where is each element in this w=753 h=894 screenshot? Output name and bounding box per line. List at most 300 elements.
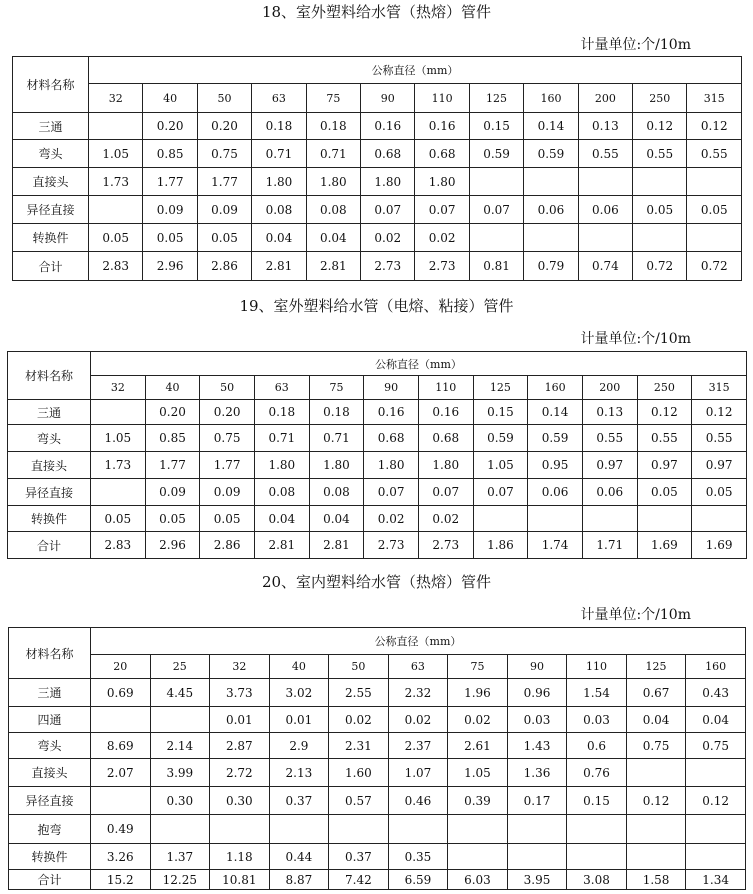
diameter-header: 63 [252,84,306,113]
value-cell: 0.18 [309,400,364,425]
value-cell: 0.20 [145,400,200,425]
value-cell [469,224,523,252]
fittings-table [8,627,746,890]
value-cell [686,844,746,870]
value-cell: 0.37 [329,844,389,870]
diameter-header: 250 [633,84,687,113]
table-row [9,759,746,787]
diameter-header: 25 [150,655,210,679]
diameter-header: 32 [91,376,146,400]
diameter-group-header: 公称直径（mm） [91,628,746,655]
value-cell: 2.81 [252,252,306,281]
table-row [9,707,746,733]
value-cell: 0.05 [200,506,255,532]
material-name-cell: 转换件 [13,224,89,252]
value-cell: 3.95 [507,870,567,890]
value-cell: 0.09 [143,196,197,224]
value-cell: 0.06 [582,479,637,506]
value-cell: 1.60 [329,759,389,787]
value-cell: 0.13 [578,113,632,140]
table-row [9,844,746,870]
value-cell: 0.71 [252,140,306,168]
material-name-cell: 直接头 [9,759,91,787]
value-cell: 6.59 [388,870,448,890]
value-cell: 0.6 [567,733,627,759]
diameter-header: 315 [687,84,742,113]
material-name-cell: 合计 [8,532,91,559]
value-cell: 0.06 [578,196,632,224]
value-cell: 0.03 [567,707,627,733]
value-cell: 0.08 [254,479,309,506]
material-name-cell: 转换件 [8,506,91,532]
diameter-header: 110 [415,84,469,113]
value-cell [626,759,686,787]
table-row [9,733,746,759]
material-name-cell: 异径直接 [9,787,91,815]
value-cell [567,844,627,870]
fittings-table [12,56,742,281]
material-name-cell: 三通 [8,400,91,425]
material-name-cell: 转换件 [9,844,91,870]
value-cell: 0.55 [633,140,687,168]
value-cell: 1.96 [448,679,508,707]
value-cell: 0.59 [473,425,528,452]
value-cell [448,815,508,844]
value-cell: 1.36 [507,759,567,787]
value-cell: 3.73 [210,679,270,707]
value-cell: 2.81 [306,252,360,281]
name-header: 材料名称 [9,628,91,679]
value-cell: 1.34 [686,870,746,890]
value-cell [626,815,686,844]
value-cell [507,815,567,844]
value-cell: 0.96 [507,679,567,707]
value-cell [686,759,746,787]
value-cell: 2.13 [269,759,329,787]
value-cell [633,224,687,252]
value-cell: 0.04 [252,224,306,252]
value-cell: 0.85 [143,140,197,168]
material-name-cell: 四通 [9,707,91,733]
material-name-cell: 抱弯 [9,815,91,844]
value-cell: 1.05 [448,759,508,787]
value-cell: 0.75 [200,425,255,452]
value-cell: 0.07 [361,196,415,224]
unit-label: 计量单位:个/10m [580,331,691,347]
value-cell: 0.02 [329,707,389,733]
value-cell: 1.80 [364,452,419,479]
value-cell: 2.14 [150,733,210,759]
value-cell: 0.02 [418,506,473,532]
value-cell: 0.05 [145,506,200,532]
table-row [9,679,746,707]
value-cell: 0.55 [692,425,747,452]
diameter-group-header: 公称直径（mm） [91,352,747,376]
value-cell: 2.73 [418,532,473,559]
value-cell [633,168,687,196]
value-cell: 0.55 [582,425,637,452]
value-cell: 0.72 [687,252,742,281]
value-cell: 0.07 [469,196,523,224]
value-cell: 0.12 [626,787,686,815]
value-cell: 0.46 [388,787,448,815]
value-cell: 0.76 [567,759,627,787]
value-cell: 0.71 [306,140,360,168]
value-cell: 0.85 [145,425,200,452]
value-cell: 0.97 [637,452,692,479]
value-cell: 0.20 [200,400,255,425]
value-cell: 1.05 [473,452,528,479]
value-cell: 0.02 [364,506,419,532]
material-name-cell: 异径直接 [13,196,89,224]
value-cell [567,815,627,844]
value-cell [91,787,151,815]
diameter-header: 50 [200,376,255,400]
value-cell: 0.05 [637,479,692,506]
diameter-header: 50 [329,655,389,679]
value-cell: 0.59 [528,425,583,452]
material-name-cell: 三通 [9,679,91,707]
diameter-header: 90 [507,655,567,679]
value-cell [687,168,742,196]
material-name-cell: 直接头 [8,452,91,479]
value-cell: 2.73 [364,532,419,559]
value-cell: 0.02 [415,224,469,252]
value-cell: 0.16 [364,400,419,425]
value-cell: 2.83 [89,252,143,281]
diameter-header: 125 [626,655,686,679]
table-title: 20、室内塑料给水管（热熔）管件 [261,573,492,591]
table-row [8,452,747,479]
value-cell: 0.14 [528,400,583,425]
diameter-header: 63 [254,376,309,400]
value-cell: 0.68 [415,140,469,168]
value-cell: 10.81 [210,870,270,890]
diameter-header: 40 [143,84,197,113]
value-cell [91,400,146,425]
value-cell: 0.16 [415,113,469,140]
value-cell: 2.9 [269,733,329,759]
value-cell [637,506,692,532]
value-cell [582,506,637,532]
value-cell: 0.12 [637,400,692,425]
value-cell: 0.05 [197,224,251,252]
value-cell: 0.13 [582,400,637,425]
value-cell: 0.09 [145,479,200,506]
value-cell: 1.73 [91,452,146,479]
table-row [8,479,747,506]
unit-label: 计量单位:个/10m [580,607,691,623]
value-cell [150,815,210,844]
value-cell: 2.87 [210,733,270,759]
value-cell: 0.59 [524,140,578,168]
value-cell: 0.30 [210,787,270,815]
value-cell: 3.26 [91,844,151,870]
value-cell: 0.55 [687,140,742,168]
value-cell [626,844,686,870]
value-cell: 0.16 [418,400,473,425]
value-cell: 3.02 [269,679,329,707]
value-cell: 0.68 [361,140,415,168]
value-cell: 1.86 [473,532,528,559]
value-cell: 0.67 [626,679,686,707]
value-cell: 0.07 [473,479,528,506]
value-cell: 2.83 [91,532,146,559]
value-cell [687,224,742,252]
value-cell: 12.25 [150,870,210,890]
value-cell: 2.37 [388,733,448,759]
value-cell: 0.02 [388,707,448,733]
diameter-header: 125 [473,376,528,400]
table-row [8,400,747,425]
value-cell: 0.59 [469,140,523,168]
value-cell: 0.15 [567,787,627,815]
table-title: 19、室外塑料给水管（电熔、粘接）管件 [239,297,514,315]
value-cell: 0.09 [197,196,251,224]
value-cell: 0.05 [143,224,197,252]
value-cell: 0.37 [269,787,329,815]
value-cell [91,707,151,733]
value-cell: 1.77 [200,452,255,479]
diameter-header: 40 [269,655,329,679]
value-cell: 1.73 [89,168,143,196]
diameter-header: 75 [448,655,508,679]
value-cell: 1.43 [507,733,567,759]
value-cell: 0.12 [687,113,742,140]
value-cell: 0.17 [507,787,567,815]
table-row [13,252,742,281]
value-cell: 0.75 [686,733,746,759]
value-cell: 0.12 [686,787,746,815]
value-cell [528,506,583,532]
material-name-cell: 合计 [13,252,89,281]
table-row [13,168,742,196]
value-cell: 0.01 [210,707,270,733]
value-cell: 1.80 [306,168,360,196]
value-cell: 0.68 [418,425,473,452]
value-cell [89,113,143,140]
value-cell: 2.07 [91,759,151,787]
value-cell [448,844,508,870]
value-cell: 0.18 [306,113,360,140]
value-cell: 1.77 [197,168,251,196]
value-cell: 0.71 [254,425,309,452]
table-row [8,425,747,452]
value-cell: 0.81 [469,252,523,281]
value-cell [524,224,578,252]
value-cell: 0.18 [252,113,306,140]
value-cell: 0.69 [91,679,151,707]
table-row [13,113,742,140]
value-cell: 0.06 [528,479,583,506]
diameter-header: 200 [582,376,637,400]
value-cell: 0.09 [200,479,255,506]
value-cell: 1.37 [150,844,210,870]
value-cell: 1.80 [418,452,473,479]
value-cell [388,815,448,844]
value-cell: 0.20 [143,113,197,140]
name-header: 材料名称 [13,57,89,113]
diameter-header: 75 [306,84,360,113]
value-cell: 8.69 [91,733,151,759]
value-cell: 2.86 [197,252,251,281]
value-cell: 8.87 [269,870,329,890]
value-cell: 1.07 [388,759,448,787]
value-cell: 0.30 [150,787,210,815]
value-cell: 2.81 [309,532,364,559]
value-cell: 1.80 [309,452,364,479]
value-cell: 0.35 [388,844,448,870]
diameter-group-header: 公称直径（mm） [89,57,742,84]
fittings-table [7,351,747,559]
value-cell: 0.20 [197,113,251,140]
value-cell: 0.04 [686,707,746,733]
value-cell: 2.61 [448,733,508,759]
diameter-header: 32 [89,84,143,113]
value-cell [210,815,270,844]
value-cell: 0.18 [254,400,309,425]
value-cell: 1.74 [528,532,583,559]
value-cell [507,844,567,870]
value-cell [91,479,146,506]
material-name-cell: 直接头 [13,168,89,196]
value-cell: 0.08 [309,479,364,506]
value-cell: 2.31 [329,733,389,759]
value-cell: 0.05 [633,196,687,224]
value-cell: 1.80 [252,168,306,196]
value-cell: 2.32 [388,679,448,707]
value-cell: 0.75 [626,733,686,759]
diameter-header: 75 [309,376,364,400]
value-cell: 0.08 [252,196,306,224]
value-cell: 0.05 [91,506,146,532]
value-cell: 0.07 [415,196,469,224]
value-cell: 0.04 [254,506,309,532]
value-cell: 0.79 [524,252,578,281]
value-cell: 1.71 [582,532,637,559]
value-cell: 1.77 [145,452,200,479]
value-cell: 0.57 [329,787,389,815]
value-cell: 0.12 [692,400,747,425]
name-header: 材料名称 [8,352,91,400]
value-cell: 0.55 [578,140,632,168]
value-cell: 0.05 [89,224,143,252]
value-cell [89,196,143,224]
value-cell: 2.86 [200,532,255,559]
value-cell: 1.58 [626,870,686,890]
value-cell: 6.03 [448,870,508,890]
diameter-header: 315 [692,376,747,400]
value-cell: 0.07 [418,479,473,506]
value-cell [578,168,632,196]
value-cell: 2.96 [145,532,200,559]
value-cell: 0.72 [633,252,687,281]
table-row [9,787,746,815]
diameter-header: 200 [578,84,632,113]
value-cell: 3.99 [150,759,210,787]
value-cell: 2.73 [361,252,415,281]
value-cell: 0.97 [692,452,747,479]
value-cell: 0.04 [306,224,360,252]
diameter-header: 63 [388,655,448,679]
value-cell: 1.69 [637,532,692,559]
table-row [8,506,747,532]
value-cell [269,815,329,844]
table-row [8,532,747,559]
value-cell: 1.80 [361,168,415,196]
diameter-header: 125 [469,84,523,113]
diameter-header: 32 [210,655,270,679]
value-cell: 0.14 [524,113,578,140]
material-name-cell: 异径直接 [8,479,91,506]
table-title: 18、室外塑料给水管（热熔）管件 [261,3,492,21]
table-row [13,196,742,224]
value-cell [578,224,632,252]
diameter-header: 90 [364,376,419,400]
material-name-cell: 合计 [9,870,91,890]
value-cell: 0.02 [448,707,508,733]
value-cell: 0.75 [197,140,251,168]
value-cell [329,815,389,844]
value-cell: 0.95 [528,452,583,479]
value-cell: 1.18 [210,844,270,870]
table-row [13,224,742,252]
diameter-header: 90 [361,84,415,113]
value-cell: 1.05 [91,425,146,452]
value-cell: 0.08 [306,196,360,224]
diameter-header: 110 [567,655,627,679]
value-cell: 7.42 [329,870,389,890]
material-name-cell: 弯头 [9,733,91,759]
value-cell: 0.02 [361,224,415,252]
diameter-header: 160 [686,655,746,679]
value-cell: 2.55 [329,679,389,707]
value-cell [469,168,523,196]
value-cell: 0.15 [469,113,523,140]
diameter-header: 250 [637,376,692,400]
value-cell: 0.04 [309,506,364,532]
value-cell [150,707,210,733]
material-name-cell: 弯头 [13,140,89,168]
value-cell: 0.68 [364,425,419,452]
value-cell: 15.2 [91,870,151,890]
value-cell: 1.05 [89,140,143,168]
value-cell [686,815,746,844]
value-cell: 0.44 [269,844,329,870]
value-cell: 2.73 [415,252,469,281]
value-cell: 0.04 [626,707,686,733]
value-cell: 2.96 [143,252,197,281]
value-cell: 1.80 [254,452,309,479]
table-row [9,870,746,890]
unit-label: 计量单位:个/10m [580,37,691,53]
diameter-header: 160 [524,84,578,113]
value-cell: 0.74 [578,252,632,281]
value-cell: 1.80 [415,168,469,196]
value-cell: 0.16 [361,113,415,140]
value-cell [692,506,747,532]
value-cell: 0.03 [507,707,567,733]
value-cell: 0.49 [91,815,151,844]
value-cell: 0.55 [637,425,692,452]
diameter-header: 160 [528,376,583,400]
value-cell [473,506,528,532]
material-name-cell: 弯头 [8,425,91,452]
diameter-header: 50 [197,84,251,113]
material-name-cell: 三通 [13,113,89,140]
value-cell: 0.43 [686,679,746,707]
value-cell: 0.06 [524,196,578,224]
